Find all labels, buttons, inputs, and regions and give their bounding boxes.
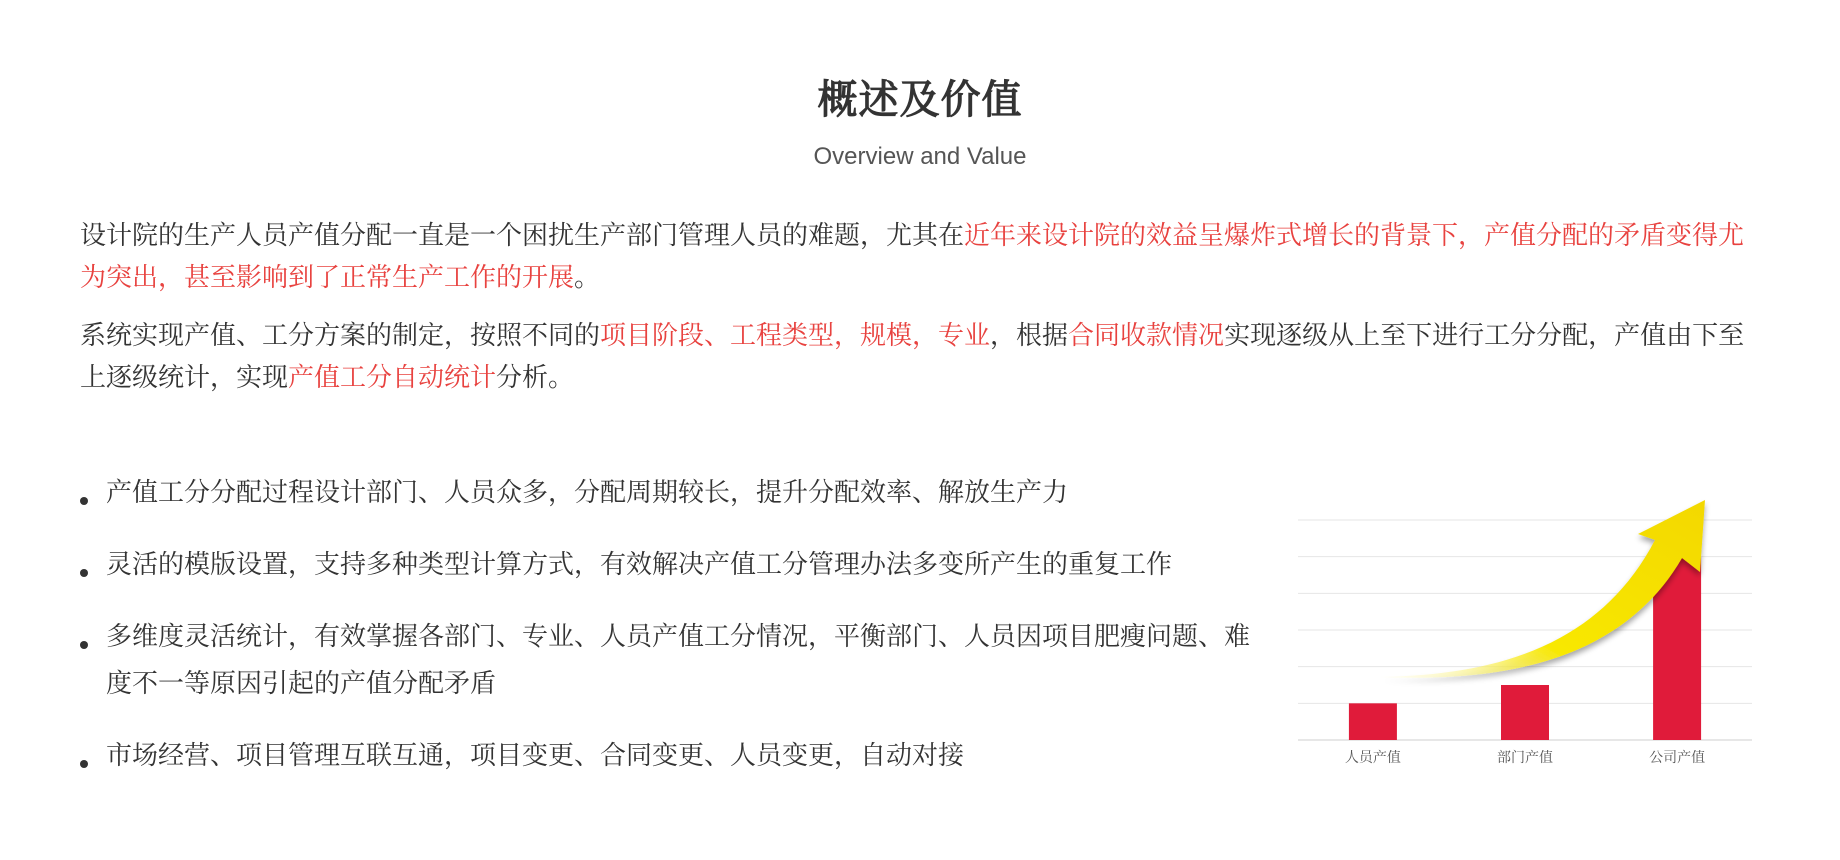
section-header [0, 72, 1840, 172]
bullet-item: 产值工分分配过程设计部门、人员众多，分配周期较长，提升分配效率、解放生产力 [80, 470, 1260, 517]
chart-bar [1349, 703, 1397, 740]
chart-category-label: 部门产值 [1497, 750, 1553, 766]
growth-bar-chart [1290, 490, 1760, 780]
intro-p2-text-3: 实现逐级从上至下进行工分分配，产值由下至上逐级统计，实现 [80, 321, 1745, 393]
intro-p2-text-1: 系统实现产值、工分方案的制定，按照不同的 [80, 321, 601, 351]
intro-p2-highlight-1: 项目阶段、工程类型，规模，专业 [600, 321, 991, 351]
chart-category-label: 公司产值 [1649, 750, 1706, 766]
value-bullet-list [80, 470, 1260, 805]
intro-text [80, 215, 1770, 415]
intro-paragraph-2 [80, 315, 1770, 399]
intro-p2-highlight-3: 产值工分自动统计 [288, 363, 497, 393]
bullet-item: 市场经营、项目管理互联互通，项目变更、合同变更、人员变更，自动对接 [80, 733, 1260, 780]
chart-svg [1290, 490, 1760, 780]
intro-paragraph-1 [80, 215, 1770, 299]
chart-category-label: 人员产值 [1344, 750, 1401, 766]
intro-p2-highlight-2: 合同收款情况 [1068, 321, 1225, 351]
bullet-item: 多维度灵活统计，有效掌握各部门、专业、人员产值工分情况，平衡部门、人员因项目肥瘦问题、难度不一等原因引起的产值分配矛盾 [80, 614, 1260, 708]
intro-p2-text-2: ，根据 [990, 321, 1069, 351]
section-subtitle: Overview and Value [813, 143, 1027, 170]
intro-p1-end: 。 [574, 263, 601, 293]
intro-p2-text-4: 分析。 [496, 363, 575, 393]
intro-p1-text: 设计院的生产人员产值分配一直是一个困扰生产部门管理人员的难题，尤其在 [80, 221, 965, 251]
intro-p1-highlight: 近年来设计院的效益呈爆炸式增长的背景下，产值分配的矛盾变得尤为突出，甚至影响到了正常生产工作的开展 [80, 221, 1745, 293]
chart-bar [1501, 685, 1549, 740]
bullet-item: 灵活的模版设置，支持多种类型计算方式，有效解决产值工分管理办法多变所产生的重复工作 [80, 542, 1260, 589]
section-title: 概述及价值 [817, 77, 1023, 123]
